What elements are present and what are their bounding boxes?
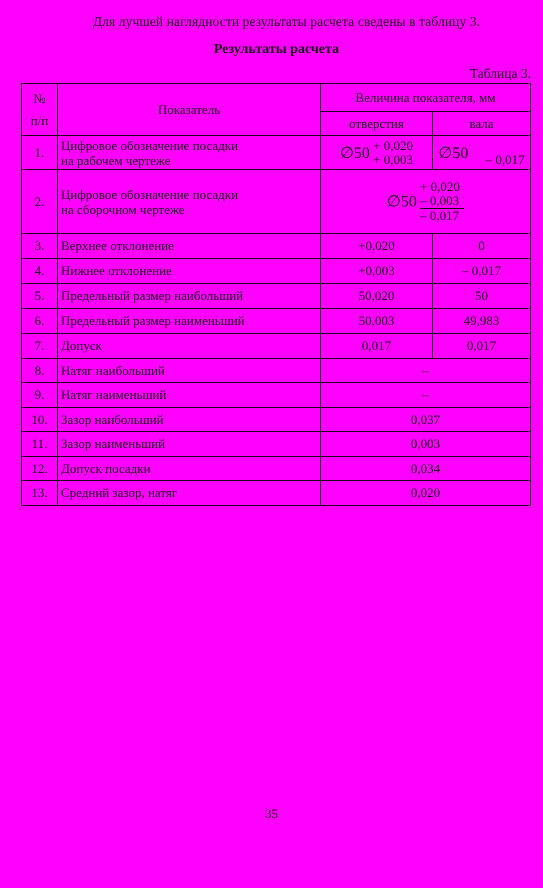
row-name-line1: Цифровое обозначение посадки (61, 186, 239, 202)
page-number: 35 (265, 806, 278, 821)
table-row (22, 309, 531, 334)
table-row (22, 170, 531, 234)
table-row (22, 432, 531, 457)
row-number: 13. (22, 481, 58, 506)
assembly-diameter: ∅50 (386, 193, 417, 211)
table-row (22, 481, 531, 506)
merged-value: 0,003 (321, 432, 531, 457)
row-number: 5. (22, 284, 58, 309)
header-indicator: Показатель (58, 84, 321, 136)
hole-value: 50,003 (321, 309, 433, 334)
table-row (22, 234, 531, 259)
row-number: 10. (22, 408, 58, 432)
shaft-value: 49,983 (433, 309, 531, 334)
hole-upper-deviation: + 0,020 (420, 179, 460, 194)
header-row (22, 84, 531, 112)
shaft-deviations (472, 139, 525, 167)
hole-lower-deviation: – 0,003 (420, 193, 460, 208)
header-value: Величина показателя, мм (321, 84, 531, 112)
header-shaft: вала (433, 112, 531, 136)
row-name: Средний зазор, натяг (58, 481, 321, 506)
table-row (22, 136, 531, 170)
assembly-fit-cell (321, 170, 531, 234)
row-number: 2. (22, 170, 58, 234)
merged-value: – (321, 359, 531, 383)
hole-fit-cell (321, 136, 433, 170)
hole-upper-deviation: + 0,020 (373, 137, 414, 153)
shaft-deviation: – 0,017 (420, 208, 460, 223)
hole-deviations (373, 139, 413, 167)
row-number: 1. (22, 136, 58, 170)
row-name: Зазор наибольший (58, 408, 321, 432)
header-number-line1: № (33, 90, 46, 106)
table-label: Таблица 3. (469, 66, 531, 81)
row-name (58, 136, 321, 170)
assembly-deviations (420, 180, 464, 223)
shaft-fit-cell (433, 136, 531, 170)
shaft-lower-deviation: – 0,017 (485, 151, 525, 167)
table-row (22, 457, 531, 481)
shaft-value: – 0,017 (433, 259, 531, 284)
table-row (22, 259, 531, 284)
row-number: 6. (22, 309, 58, 334)
row-name-line2: на рабочем чертеже (61, 152, 171, 168)
row-number: 12. (22, 457, 58, 481)
row-number: 7. (22, 334, 58, 359)
row-number: 3. (22, 234, 58, 259)
table-row (22, 334, 531, 359)
shaft-diameter: ∅50 (438, 144, 469, 162)
shaft-value: 0 (433, 234, 531, 259)
table-row (22, 408, 531, 432)
hole-value: +0,020 (321, 234, 433, 259)
merged-value: 0,020 (321, 481, 531, 506)
header-number-line2: п/п (30, 112, 49, 128)
table-row (22, 284, 531, 309)
hole-value: +0,003 (321, 259, 433, 284)
row-number: 9. (22, 383, 58, 408)
row-name: Предельный размер наименьший (58, 309, 321, 334)
table-row (22, 383, 531, 408)
merged-value: 0,034 (321, 457, 531, 481)
row-name-line2: на сборочном чертеже (61, 201, 185, 217)
results-table (21, 83, 531, 506)
row-name: Предельный размер наибольший (58, 284, 321, 309)
hole-lower-deviation: + 0,003 (373, 151, 414, 167)
intro-text: Для лучшей наглядности результаты расчета сведены в таблицу 3. (92, 14, 481, 29)
header-number-cell (22, 84, 58, 136)
row-name (58, 170, 321, 234)
merged-value: – (321, 383, 531, 408)
hole-diameter: ∅50 (339, 144, 370, 162)
row-number: 4. (22, 259, 58, 284)
table-row (22, 359, 531, 383)
section-heading: Результаты расчета (213, 42, 340, 57)
hole-value: 0,017 (321, 334, 433, 359)
merged-value: 0,037 (321, 408, 531, 432)
row-name: Натяг наименьший (58, 383, 321, 408)
shaft-value: 50 (433, 284, 531, 309)
header-hole: отверстия (321, 112, 433, 136)
hole-value: 50,020 (321, 284, 433, 309)
shaft-value: 0,017 (433, 334, 531, 359)
row-number: 8. (22, 359, 58, 383)
row-name: Нижнее отклонение (58, 259, 321, 284)
row-name: Натяг наибольший (58, 359, 321, 383)
row-name-line1: Цифровое обозначение посадки (61, 137, 239, 153)
row-name: Верхнее отклонение (58, 234, 321, 259)
row-number: 11. (22, 432, 58, 457)
row-name: Допуск посадки (58, 457, 321, 481)
row-name: Допуск (58, 334, 321, 359)
row-name: Зазор наименьший (58, 432, 321, 457)
